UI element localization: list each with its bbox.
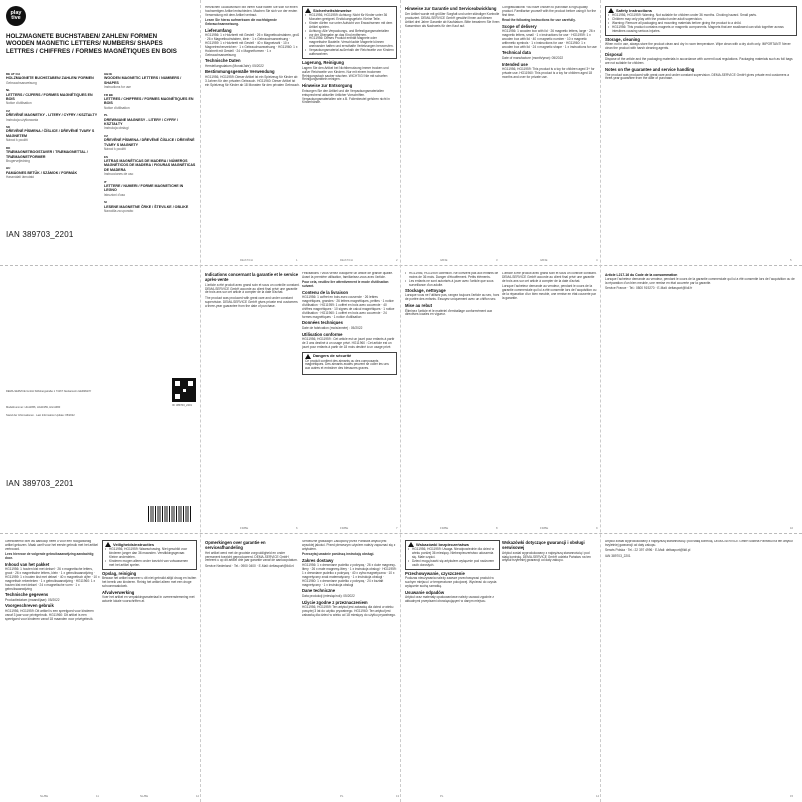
language-entry: SK DŘEVĚNÉ PÍSMENA / ČÍSLICE / DŘEVĚNÉ TVARY S MAGNETEM Návod k použití (6, 125, 95, 143)
page-number: 6 (296, 526, 298, 530)
cover-panel (0, 0, 200, 265)
gb-warning-box: Safety instructions • HG11956, HG11959: Warning. Not suitable for children under 36 months. Choking hazard. Small parts. • Children may only play with the product under adult supervision. • Warning: Remove all packaging and mounting materials before giving the product to a child. • HG11956: This product contains magnets or magnetic components. Magnets that are swallowed can stick together across intestines causing serious injuries. (605, 6, 797, 36)
page-footer: DE/AT/CH (240, 258, 253, 262)
brand-logo: play tive (6, 6, 26, 26)
de-warning-box: Sicherheitshinweise • HG11956, HG11959: Achtung: Nicht für Kinder unter 36 Monaten geeignet. Erstickungsgefahr. Kleine Teile. • Kinder dürfen nur unter Aufsicht von Erwachsenen mit dem Artikel spielen. • Achtung: Alle Verpackungs- und Befestigungsmaterialien vor der Übergabe an das Kind entfernen. • HG11956: Dieses Produkt enthält Magnete oder magnetische Bauteile. Verschluckte Magnete können aneinander haften und ernsthafte Verletzungen hervorrufen. • Verpackungsmaterial außerhalb der Reichweite von Kindern aufbewahren. (302, 6, 397, 59)
page-footer: FR/BE (240, 526, 249, 530)
fold-line-horizontal-2 (0, 533, 802, 534)
de-panel-safety: Sicherheitshinweise • HG11956, HG11959: Achtung: Nicht für Kinder unter 36 Monaten geeignet. Erstickungsgefahr. Kleine Teile. • Kinder dürfen nur unter Aufsicht von Erwachsenen mit dem Artikel spielen. • Achtung: Alle Verpackungs- und Befestigungsmaterialien vor der Übergabe an das Kind entfernen. • HG11956: Dieses Produkt enthält Magnete oder magnetische Bauteile. Verschluckte Magnete können aneinander haften und ernsthafte Verletzungen hervorrufen. • Verpackungsmaterial außerhalb der Reichweite von Kindern aufbewahren. Lagerung, Reinigung Lagern Sie den Artikel bei Nichtbenutzung immer trocken und außer Reichweite von Kindern. Nur mit einem trockenen Reinigungstuch sauber wischen. WICHTIG! Nie mit scharfen Reinigungsmitteln reinigen. Hinweise zur Entsorgung Entsorgen Sie den Artikel und die Verpackungsmaterialien entsprechend aktueller örtlicher Vorschriften. Verpackungsmaterialien wie z.B. Folienbeutel gehören nicht in Kinderhände. (302, 6, 397, 256)
page-footer: PL (440, 794, 444, 798)
language-entry: FR BE LETTRES / CHIFFRES / FORMES MAGNÉTIQUES EN BOIS Notice d'utilisation (104, 92, 194, 110)
ian-code-bottom: IAN 389703_2201 (6, 479, 74, 488)
language-entry: NL LETTERS / CIJFERS / FORMES MAGNÉTIQUES EN BOIS Notice d'utilisation (6, 88, 93, 106)
page-number: 2 (396, 258, 398, 262)
info-date: Stand der Informationen · Last Information Update: 05/2022 (6, 414, 75, 417)
language-entry: HU FAMÁGNES BETŰK / SZÁMOK / FORMÁK Használati útmutató (6, 166, 78, 180)
page-footer: NL/BE (140, 794, 149, 798)
fr-panel-intro: Félicitations ! Vous venez d'acquérir un article de grande qualité. Avant la première utilisation, familiarisez-vous avec l'article. Pour cela, veuillez lire attentivement le mode d'utilisation suivant. Contenu de la livraison HG11956: 1 coffret en bois avec couvercle · 26 lettres magnétiques, grandes · 26 lettres magnétiques, petites · 1 notice d'utilisation · HG11959: 1 coffret en bois avec couvercle · 40 chiffres magnétiques · 10 signes de calcul magnétiques · 1 notice d'utilisation · HG11960: 1 coffret en bois avec couvercle · 24 formes magnétiques · 1 notice d'utilisation Données techniques Date de fabrication (mois/année) : 05/2022 Utilisation conforme HG11956, HG11959 : Cet article est un jouet pour enfants à partir de 3 ans destiné à un usage privé. HG11960 : Cet article est un jouet pour enfants à partir de 18 mois destiné à un usage privé. Dangers de sécurité Ce produit contient des aimants ou des composants magnétiques. Des aimants avalés peuvent se coller les uns aux autres et entraîner des blessures graves. (302, 272, 397, 524)
page-footer: FR/BE (440, 526, 449, 530)
gb-panel-safety: Safety instructions • HG11956, HG11959: Warning. Not suitable for children under 36 months. Choking hazard. Small parts. • Children may only play with the product under adult supervision. • Warning: Remove all packaging and mounting materials before giving the product to a child. • HG11956: This product contains magnets or magnetic components. Magnets that are swallowed can stick together across intestines causing serious injuries. Storage, cleaning When not in use, always store the product clean and dry in room temperature. Wipe clean with a dry cloth only. IMPORTANT! Never clean the product with harsh cleaning agents. Disposal Dispose of the article and the packaging materials in accordance with current local regulations. Packaging materials such as foil bags are not suitable for children. Notes on the guarantee and service handling The product was produced with great care and under constant supervision. DEMA-SERVICE GmbH gives private end customers a three-year guarantee from the date of purchase. (605, 6, 797, 256)
nl-panel-warranty: Opmerkingen over garantie en serviceafhandeling Het artikel werd met de grootste zorgvuldigheid en onder permanent toezicht geproduceerd. DEMA-SERVICE GmbH verleent u op dit artikel drie jaar garantie vanaf de aankoopdatum. Service Nederland · Tel.: 0900 0400 · E-Mail: deltasport@lidl.nl (205, 540, 298, 568)
page-number: 3 (496, 258, 498, 262)
barcode-icon (148, 506, 192, 522)
gb-panel-intro: Congratulations! You have chosen to purchase a high-quality product. Familiarise yourself with the product before using it for the first time. Read the following instructions for use carefully. Scope of delivery HG11956: 1 wooden box with lid · 26 magnetic letters, large · 26 x magnetic letters, small · 1 x instructions for use · HG11959: 1 x wooden box with lid · 40 x magnetic number · 10 x magnetic arithmetic symbols · 1 x instructions for use · HG11960: 1 x wooden box with lid · 24 x magnetic shape · 1 x instructions for use Technical data Date of manufacture (month/year): 05/2022 Intended use HG11956, HG11959: This product is a toy for children aged 3+ for private use. HG11960: This product is a toy for children aged 18 months and over for private use. (502, 6, 597, 80)
page-number: 12 (196, 794, 200, 798)
cover-title: HOLZMAGNETE BUCHSTABEN/ ZAHLEN/ FORMEN WOODEN MAGNETIC LETTERS/ NUMBERS/ SHAPES LETTRES / CHIFFRES / FORMES MAGNÉTIQUES EN BOIS (6, 33, 177, 55)
page-number: 1 (296, 258, 298, 262)
page-number: 10 (790, 526, 794, 530)
language-entry: DE AT CH HOLZMAGNETE BUCHSTABEN/ ZAHLEN/ FORMEN Gebrauchsanweisung (6, 72, 94, 85)
page-footer: DE/AT/CH (340, 258, 353, 262)
fr-panel-safety: • HG11956, HG11959: Attention. Ne convient pas aux enfants de moins de 36 mois. Danger d'étouffement. Petits éléments. • Les enfants ne sont autorisés à jouer avec l'article que sous surveillance d'un adulte. Stockage, nettoyage Lorsque vous ne l'utilisez pas, rangez toujours l'article au sec, hors de portée des enfants. Essuyez uniquement avec un chiffon sec. Mise au rebut Éliminez l'article et le matériel d'emballage conformément aux directives locales en vigueur. (405, 272, 500, 524)
language-entry: CZ DŘEVĚNÉ MAGNETKY - LITERY / CYFRY / KSZTAŁTY Instrukcja użytkowania (6, 108, 98, 122)
qr-code-icon (172, 378, 196, 402)
page-footer: GB/IE (440, 258, 448, 262)
language-entry: SI LESENE MAGNETNE ČRKE / ŠTEVILKE / OBLIKE Navodila za uporabo (104, 200, 189, 213)
page-number: 7 (396, 526, 398, 530)
language-entry: DK TRÆMAGNETBOGSTAVER / TRÆMAGNETTAL / TRÆMAGNETFORMER Brugervejledning (6, 145, 88, 163)
back-cover-panel (0, 266, 200, 533)
fold-line-vertical-1 (200, 0, 201, 802)
page-number: 8 (496, 526, 498, 530)
language-entry: ES LETRAS MAGNÉTICAS DE MADERA / NÚMEROS MAGNÉTICOS DE MADERA / FIGURAS MAGNÉTICAS DE MADERA Instrucciones de uso (104, 154, 196, 177)
nl-panel-intro: Gefeliciteerd! Met uw aankoop heeft u voor een hoogwaardig artikel gekozen. Maak uzelf voor het eerste gebruik met het artikel vertrouwd. Lees hiervoor de volgende gebruiksaanwijzing aandachtig door. Inhoud van het pakket HG11956: 1 houten kist met deksel · 26 x magnetische letters, groot · 26 x magnetische letters, klein · 1 x gebruiksaanwijzing · HG11959: 1 x houten kist met deksel · 40 x magnetisch cijfer · 10 x magnetisch rekenteken · 1 x gebruiksaanwijzing · HG11960: 1 x houten kist met deksel · 24 x magnetische vorm · 1 x gebruiksaanwijzing Technische gegevens Productiedatum (maand/jaar): 05/2022 Voorgeschreven gebruik HG11956, HG11959: Dit artikel is een speelgoed voor kinderen vanaf 3 jaar voor privégebruik. HG11960: Dit artikel is een speelgoed voor kinderen vanaf 18 maanden voor privégebruik. (5, 540, 100, 622)
manufacturer-address: DEMA-SERVICE GmbH Stiftsbergstraße 1 74167 Neckarsulm GERMANY (6, 390, 92, 393)
page-number: 9 (596, 526, 598, 530)
page-footer: FR/BE (540, 526, 549, 530)
page-number: 11 (96, 794, 99, 798)
de-panel-intro: Herzlichen Glückwunsch! Mit Ihrem Kauf haben Sie sich für einen hochwertigen Artikel entschieden. Machen Sie sich vor der ersten Verwendung mit dem Artikel vertraut. Lesen Sie hierzu aufmerksam die nachfolgende Gebrauchsanweisung. Lieferumfang HG11956: 1 x Holzbrett mit Gestell · 26 x Magnetbuchstaben, groß · 26 x Magnetbuchstaben, klein · 1 x Gebrauchsanweisung · HG11959: 1 x Holzbrett mit Gestell · 40 x Magnetzahl · 10 x Magnetrechenzeichen · 1 x Gebrauchsanweisung · HG11960: 1 x Holzbrett mit Gestell · 24 x Magnetformen · 1 x Gebrauchsanweisung Technische Daten Herstellungsdatum (Monat/Jahr): 05/2022 Bestimmungsgemäße Verwendung HG11956, HG11959: Dieser Artikel ist ein Spielzeug für Kinder ab 3 Jahren für den privaten Gebrauch. HG11960: Dieser Artikel ist ein Spielzeug für Kinder ab 18 Monaten für den privaten Gebrauch. (205, 6, 300, 88)
fr-panel-warranty-text: Indications concernant la garantie et le service après-vente L'article a été produit avec grand soin et sous un contrôle constant. DEMA-SERVICE GmbH accorde au client final privé une garantie de trois ans sur cet article à compter de la date d'achat. The product was produced with great care and under constant supervision. DEMA-SERVICE GmbH gives private end customers a three-year guarantee from the date of purchase. (205, 272, 300, 308)
language-list-left (6, 72, 100, 183)
page-number: 5 (790, 258, 792, 262)
ian-code: IAN 389703_2201 (6, 230, 74, 239)
pl-warning-box: Wskazówki bezpieczeństwa • HG11956, HG11959: Uwaga. Nieodpowiednie dla dzieci w wieku poniżej 36 miesięcy. Niebezpieczeństwo uduszenia się. Małe części. • Dzieci mogą bawić się artykułem wyłącznie pod nadzorem osób dorosłych. (405, 540, 500, 570)
pl-panel-warranty: Wskazówki dotyczące gwarancji i obsługi serwisowej Artykuł został wyprodukowany z najwyższą starannością i pod stałą kontrolą. DEMA-SERVICE GmbH udziela Państwu na ten artykuł trzyletniej gwarancji od daty zakupu. (502, 540, 591, 563)
de-panel-warranty: Hinweise zur Garantie und Serviceabwicklung Der Artikel wurde mit größter Sorgfalt und unter ständiger Kontrolle produziert. DEMA-SERVICE GmbH gewährt Ihnen auf diesen Artikel drei Jahre Garantie ab Kaufdatum. Bitte bewahren Sie Ihren Kassenbon als Nachweis für den Kauf auf. (405, 6, 500, 28)
fold-line-vertical-3 (600, 0, 601, 802)
language-entry: IT LETTERE / NUMERI / FORME MAGNETICHE IN LEGNO Istruzioni d'uso (104, 179, 184, 197)
fr-panel-articles: Article L217-16 du Code de la consommation Lorsque l'acheteur demande au vendeur, pendant le cours de la garantie commerciale qui lui a été consentie lors de l'acquisition ou de la réparation d'un bien meuble, une remise en état couverte par la garantie. Service France · Tel.: 0800 919270 · E-Mail: deltasport@lidl.fr (605, 273, 795, 291)
language-entry: GB IE WOODEN MAGNETIC LETTERS / NUMBERS / SHAPES Instructions for use (104, 72, 182, 90)
page-number: 15 (790, 794, 794, 798)
fr-panel-guarantee: L'article a été produit avec grand soin et sous un contrôle constant. DEMA-SERVICE GmbH accorde au client final privé une garantie de trois ans sur cet article à compter de la date d'achat. Lorsque l'acheteur demande au vendeur, pendant le cours de la garantie commerciale qui lui a été consentie lors de l'acquisition ou de la réparation d'un bien meuble, une remise en état couverte par la garantie. (502, 272, 597, 300)
language-entry: CZ DŘEVĚNÉ PÍSMENA / DŘEVĚNÉ ČÍSLICE / DŘEVĚNÉ TVARY S MAGNETY Návod k použití (104, 133, 195, 152)
nl-panel-safety: Veiligheidsinstructies • HG11956, HG11959: Waarschuwing. Niet geschikt voor kinderen jonger dan 36 maanden. Verstikkingsgevaar. Kleine onderdelen. • Kinderen mogen alleen onder toezicht van volwassenen met het artikel spelen. Opslag, reiniging Bewaar het artikel wanneer u dit niet gebruikt altijd droog en buiten het bereik van kinderen. Reinig het artikel alleen met een droge schoonmaakdoek. Afvalverwerking Voer het artikel en verpakkingsmateriaal in overeenstemming met actuele lokale voorschriften af. (102, 540, 197, 792)
page-number: 13 (396, 794, 400, 798)
nl-warning-box: Veiligheidsinstructies • HG11956, HG11959: Waarschuwing. Niet geschikt voor kinderen jonger dan 36 maanden. Verstikkingsgevaar. Kleine onderdelen. • Kinderen mogen alleen onder toezicht van volwassenen met het artikel spelen. (102, 540, 197, 570)
pl-panel-service: Artykuł został wyprodukowany z najwyższą starannością i pod stałą kontrolą. DEMA-SERVICE GmbH udziela Państwu na ten artykuł trzyletniej gwarancji od daty zakupu. Serwis Polska · Tel.: 22 397 4996 · E-Mail: deltasport@lidl.pl IAN 389703_2201 (605, 540, 793, 558)
page-number: 14 (596, 794, 600, 798)
page-number: 4 (596, 258, 598, 262)
fr-danger-box: Dangers de sécurité Ce produit contient des aimants ou des composants magnétiques. Des aimants avalés peuvent se coller les uns aux autres et entraîner des blessures graves. (302, 352, 397, 375)
page-footer: PL (340, 794, 344, 798)
language-entry: PL DREWNIANE MAGNESY - LITERY / CYFRY / KSZTAŁTY Instrukcja obsługi (104, 113, 179, 131)
pl-panel-safety: Wskazówki bezpieczeństwa • HG11956, HG11959: Uwaga. Nieodpowiednie dla dzieci w wieku poniżej 36 miesięcy. Niebezpieczeństwo uduszenia się. Małe części. • Dzieci mogą bawić się artykułem wyłącznie pod nadzorem osób dorosłych. Przechowywanie, czyszczenie Podczas nieużywania należy zawsze przechowywać produkt w suchym miejscu i w temperaturze pokojowej. Wycierać do czysta wyłącznie suchą szmatką. Usuwanie odpadów Artykuł oraz materiały opakowaniowe należy usuwać zgodnie z aktualnymi przepisami obowiązującymi w danym miejscu. (405, 540, 500, 792)
warning-triangle-icon (305, 354, 311, 359)
ian-id: ID: 389703_2201 (172, 404, 192, 407)
page-footer: GB/IE (540, 258, 548, 262)
fold-line-vertical-2 (400, 0, 401, 802)
page-footer: FR/BE (340, 526, 349, 530)
pl-panel-intro: Serdeczne gratulacje! Zakupiony przez Państwa artykuł jest wysokiej jakości. Przed pierwszym użyciem należy zapoznać się z artykułem. Przeczytaj uważnie poniższą instrukcję obsługi. Zakres dostawy HG11956: 1 x drewniane pudełko z pokrywą · 26 x duże magnesy-litery · 26 x małe magnesy-litery · 1 x instrukcja obsługi · HG11959: 1 x drewniane pudełko z pokrywą · 40 x cyfra magnetyczna · 10 x magnetyczny znak matematyczny · 1 x instrukcja obsługi · HG11960: 1 x drewniane pudełko z pokrywą · 24 x kształt magnetyczny · 1 x instrukcja obsługi Dane techniczne Data produkcji (miesiąc/rok): 05/2022 Użycie zgodne z przeznaczeniem HG11956, HG11959: Ten artykuł jest zabawką dla dzieci w wieku powyżej 3 lat do użytku prywatnego. HG11960: Ten artykuł jest zabawką dla dzieci w wieku od 18 miesięcy do użytku prywatnego. (302, 540, 397, 618)
language-list-right (104, 72, 196, 216)
page-footer: NL/BE (40, 794, 49, 798)
model-number: Modellnummer: HG11956, HG11959, HG11960 (6, 406, 61, 409)
